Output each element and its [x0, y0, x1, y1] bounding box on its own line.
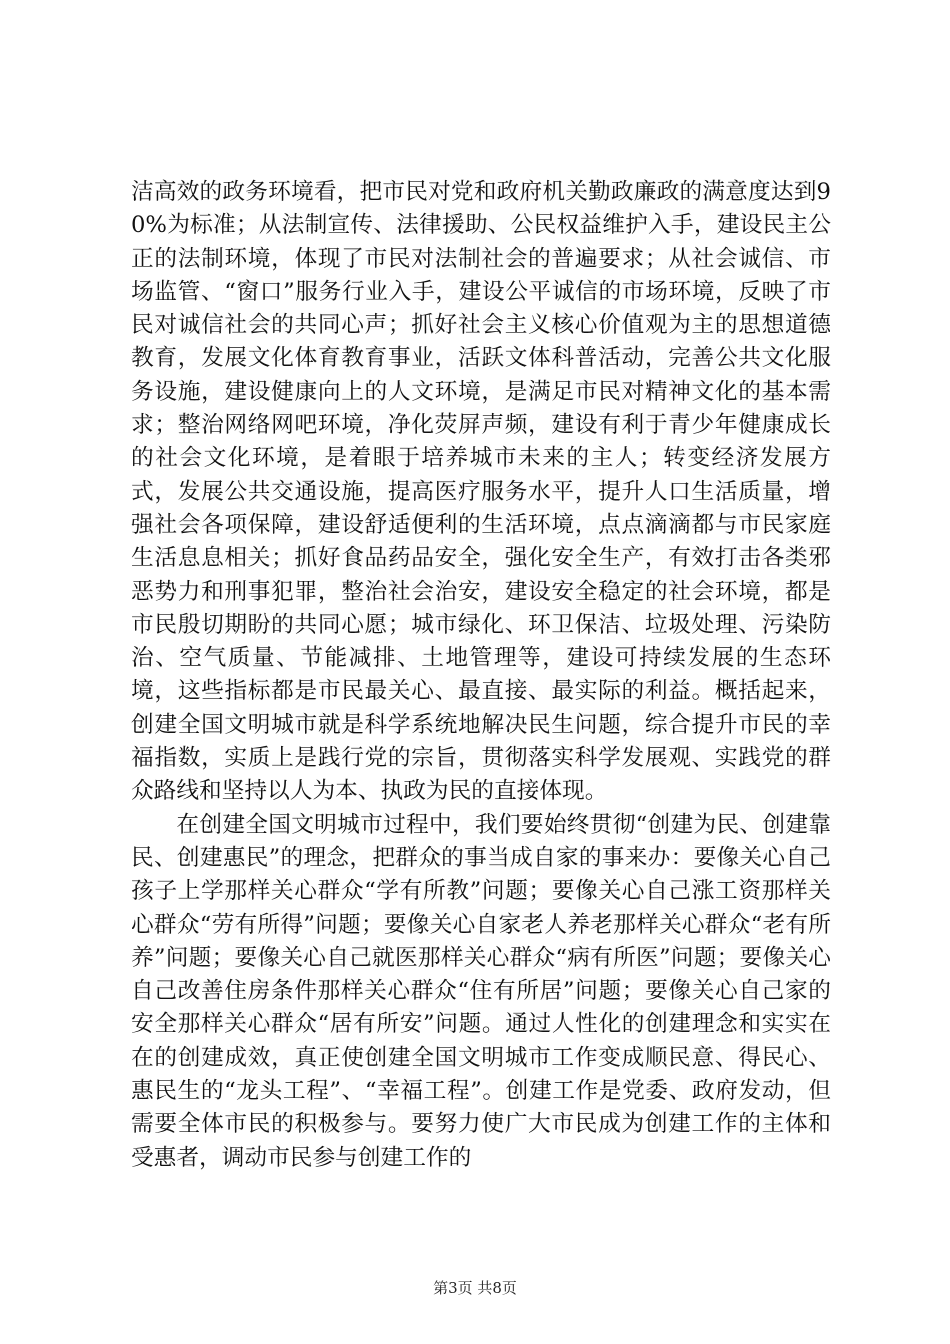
paragraph-creation-for-people: 在创建全国文明城市过程中，我们要始终贯彻“创建为民、创建靠民、创建惠民”的理念，把群众的事当成自家的事来办：要像关心自己孩子上学那样关心群众“学有所教”问题；要像关心自己涨工资那样关心群众“劳有所得”问题；要像关心自家老人养老那样关心群众“老有所养”问题；要像关心自己就医那样关心群众“病有所医”问题；要像关心自己改善住房条件那样关心群众“住有所居”问题；要像关心自己家的安全那样关心群众“居有所安”问题。通过人性化的创建理念和实实在在的创建成效，真正使创建全国文明城市工作变成顺民意、得民心、惠民生的“龙头工程”、“幸福工程”。创建工作是党委、政府发动，但需要全体市民的积极参与。要努力使广大市民成为创建工作的主体和受惠者，调动市民参与创建工作的 [131, 811, 831, 1171]
body-text [131, 176, 831, 1175]
paragraph-continued: 洁高效的政务环境看，把市民对党和政府机关勤政廉政的满意度达到90%为标准；从法制宣传、法律援助、公民权益维护入手，建设民主公正的法制环境，体现了市民对法制社会的普遍要求；从社会诚信、市场监管、“窗口”服务行业入手，建设公平诚信的市场环境，反映了市民对诚信社会的共同心声；抓好社会主义核心价值观为主的思想道德教育，发展文化体育教育事业，活跃文体科普活动，完善公共文化服务设施，建设健康向上的人文环境，是满足市民对精神文化的基本需求；整治网络网吧环境，净化荧屏声频，建设有利于青少年健康成长的社会文化环境，是着眼于培养城市未来的主人；转变经济发展方式，发展公共交通设施，提高医疗服务水平，提升人口生活质量，增强社会各项保障，建设舒适便利的生活环境，点点滴滴都与市民家庭生活息息相关；抓好食品药品安全，强化安全生产，有效打击各类邪恶势力和刑事犯罪，整治社会治安，建设安全稳定的社会环境，都是市民殷切期盼的共同心愿；城市绿化、环卫保洁、垃圾处理、污染防治、空气质量、节能减排、土地管理等，建设可持续发展的生态环境，这些指标都是市民最关心、最直接、最实际的利益。概括起来，创建全国文明城市就是科学系统地解决民生问题，综合提升市民的幸福指数，实质上是践行党的宗旨，贯彻落实科学发展观、实践党的群众路线和坚持以人为本、执政为民的直接体现。 [131, 179, 831, 805]
page-number-footer: 第3页 共8页 [433, 1279, 517, 1297]
